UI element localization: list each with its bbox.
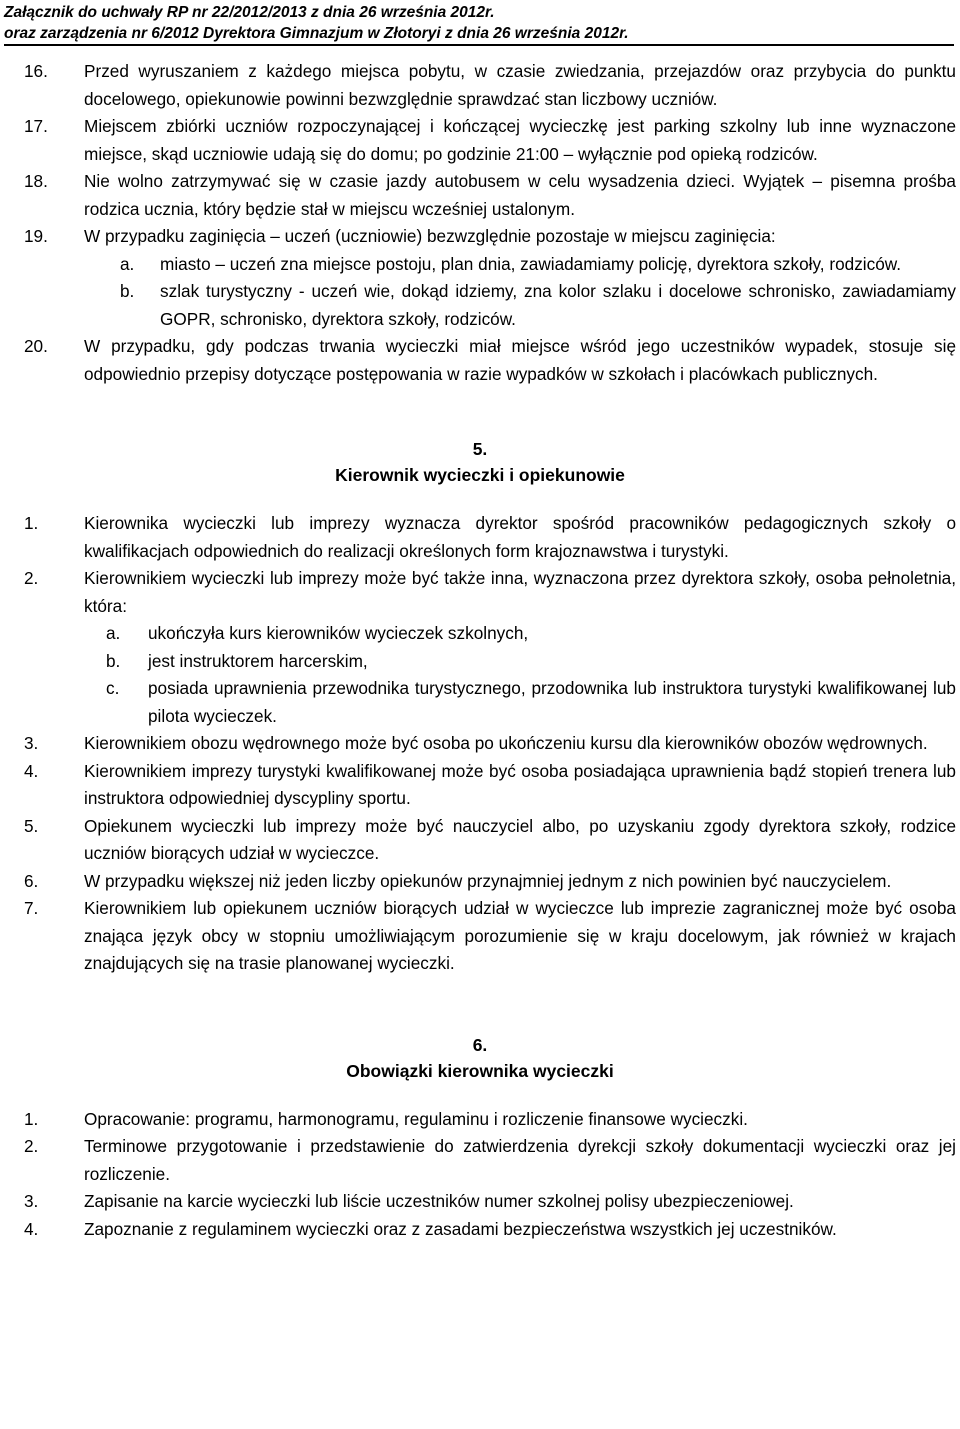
list-item (0, 510, 960, 565)
item-number: 2. (24, 568, 39, 588)
header-line-1: Załącznik do uchwały RP nr 22/2012/2013 z dnia 26 września 2012r. (4, 4, 495, 21)
item-number: 3. (24, 733, 39, 753)
list-item (0, 1216, 960, 1244)
list-item (0, 758, 960, 813)
item-text: W przypadku większej niż jeden liczby opiekunów przynajmniej jednym z nich powinien być nauczycielem. (84, 870, 892, 891)
section-number: 6. (472, 1034, 488, 1055)
item-text: Zapisanie na karcie wycieczki lub liście uczestników numer szkolnej polisy ubezpieczeniowej. (84, 1191, 794, 1211)
sub-item-letter: a. (106, 623, 121, 643)
list-item (0, 168, 960, 223)
item-text: Przed wyruszaniem z każdego miejsca pobytu, w czasie zwiedzania, przejazdów oraz przybycia do punktu docelowego, opiekunowie powinni bezwzględnie sprawdzać stan liczbowy uczniów. (84, 61, 956, 109)
item-number: 18. (24, 171, 48, 191)
list-item (0, 333, 960, 388)
list-item (0, 895, 960, 978)
list-item (0, 730, 960, 758)
item-text: Nie wolno zatrzymywać się w czasie jazdy autobusem w celu wysadzenia dzieci. Wyjątek – pisemna prośba rodzica ucznia, który będzie stał w miejscu wcześniej ustalonym. (84, 171, 956, 219)
sub-item-letter: c. (106, 678, 120, 698)
item-text: Kierownikiem obozu wędrownego może być osoba po ukończeniu kursu dla kierowników obozów wędrownych. (84, 733, 928, 753)
page-header (4, 2, 954, 44)
item-number: 20. (24, 336, 48, 356)
list-item (0, 813, 960, 868)
item-number: 17. (24, 116, 48, 136)
sub-list-item (0, 648, 960, 676)
item-text: Kierownika wycieczki lub imprezy wyznacza dyrektor spośród pracowników pedagogicznych szkoły o kwalifikacjach odpowiednich do realizacji określonych form krajoznawstwa i turystyki. (84, 513, 956, 561)
item-number: 16. (24, 61, 48, 81)
item-number: 7. (24, 898, 39, 918)
sub-item-text: jest instruktorem harcerskim, (148, 650, 368, 671)
list-item (0, 1133, 960, 1188)
item-number: 3. (24, 1191, 39, 1211)
item-number: 4. (24, 1218, 39, 1239)
section-heading (0, 436, 960, 488)
list-item (0, 223, 960, 251)
sub-item-text: ukończyła kurs kierowników wycieczek szkolnych, (148, 623, 529, 643)
item-text: Kierownikiem imprezy turystyki kwalifikowanej może być osoba posiadająca uprawnienia bądź stopień trenera lub instruktora odpowiedniej dyscypliny sportu. (84, 760, 956, 808)
sub-list-item (0, 251, 960, 279)
document-body (0, 58, 960, 1243)
item-number: 6. (24, 870, 39, 891)
list-item (0, 868, 960, 896)
item-number: 19. (24, 226, 48, 246)
section-number: 5. (472, 439, 488, 459)
header-divider (4, 44, 954, 46)
list-item (0, 1188, 960, 1216)
section-title: Obowiązki kierownika wycieczki (346, 1060, 614, 1081)
item-number: 2. (24, 1136, 39, 1156)
list-item (0, 1106, 960, 1134)
item-text: Miejscem zbiórki uczniów rozpoczynającej i kończącej wycieczkę jest parking szkolny lub inne wyznaczone miejsce, skąd uczniowie udają się do domu; po godzinie 21:00 – wyłącznie pod opieką rodziców. (84, 116, 956, 164)
item-text: Opracowanie: programu, harmonogramu, regulaminu i rozliczenie finansowe wycieczki. (84, 1108, 748, 1129)
item-text: Terminowe przygotowanie i przedstawienie do zatwierdzenia dyrekcji szkoły dokumentacji wycieczki oraz jej rozliczenie. (84, 1136, 956, 1184)
item-number: 4. (24, 760, 39, 781)
sub-item-letter: b. (120, 281, 135, 301)
sub-item-letter: a. (120, 253, 135, 274)
sub-item-text: szlak turystyczny - uczeń wie, dokąd idziemy, zna kolor szlaku i docelowe schronisko, zawiadamiamy GOPR, schronisko, dyrektora szkoły, rodziców. (160, 281, 956, 329)
list-item (0, 113, 960, 168)
item-text: W przypadku zaginięcia – uczeń (uczniowie) bezwzględnie pozostaje w miejscu zaginięcia: (84, 226, 776, 246)
sub-item-text: miasto – uczeń zna miejsce postoju, plan dnia, zawiadamiamy policję, dyrektora szkoły, rodziców. (160, 253, 901, 274)
item-text: Zapoznanie z regulaminem wycieczki oraz z zasadami bezpieczeństwa wszystkich jej uczestników. (84, 1218, 837, 1239)
header-line-2: oraz zarządzenia nr 6/2012 Dyrektora Gimnazjum w Złotoryi z dnia 26 września 2012r. (4, 25, 629, 42)
sub-item-text: posiada uprawnienia przewodnika turystycznego, przodownika lub instruktora turystyki kwalifikowanej lub pilota wycieczek. (148, 678, 956, 726)
section-title: Kierownik wycieczki i opiekunowie (335, 465, 625, 485)
sub-list-item (0, 675, 960, 730)
sub-item-letter: b. (106, 650, 121, 671)
item-number: 1. (24, 513, 39, 533)
item-text: W przypadku, gdy podczas trwania wycieczki miał miejsce wśród jego uczestników wypadek, stosuje się odpowiednio przepisy dotyczące postępowania w razie wypadków w szkołach i placówkach publicznych. (84, 336, 956, 384)
sub-list-item (0, 620, 960, 648)
item-text: Kierownikiem wycieczki lub imprezy może być także inna, wyznaczona przez dyrektora szkoły, osoba pełnoletnia, która: (84, 568, 956, 616)
item-number: 5. (24, 815, 39, 836)
item-text: Opiekunem wycieczki lub imprezy może być nauczyciel albo, po uzyskaniu zgody dyrektora szkoły, rodzice uczniów biorących udział w wycieczce. (84, 815, 956, 863)
item-number: 1. (24, 1108, 39, 1129)
list-item (0, 58, 960, 113)
list-item (0, 565, 960, 620)
sub-list-item (0, 278, 960, 333)
section-heading (0, 1032, 960, 1084)
item-text: Kierownikiem lub opiekunem uczniów biorących udział w wycieczce lub imprezie zagranicznej może być osoba znająca język obcy w stopniu umożliwiającym porozumienie się w kraju docelowym, jak również w krajach znajdujących się na trasie planowanej wycieczki. (84, 898, 956, 973)
